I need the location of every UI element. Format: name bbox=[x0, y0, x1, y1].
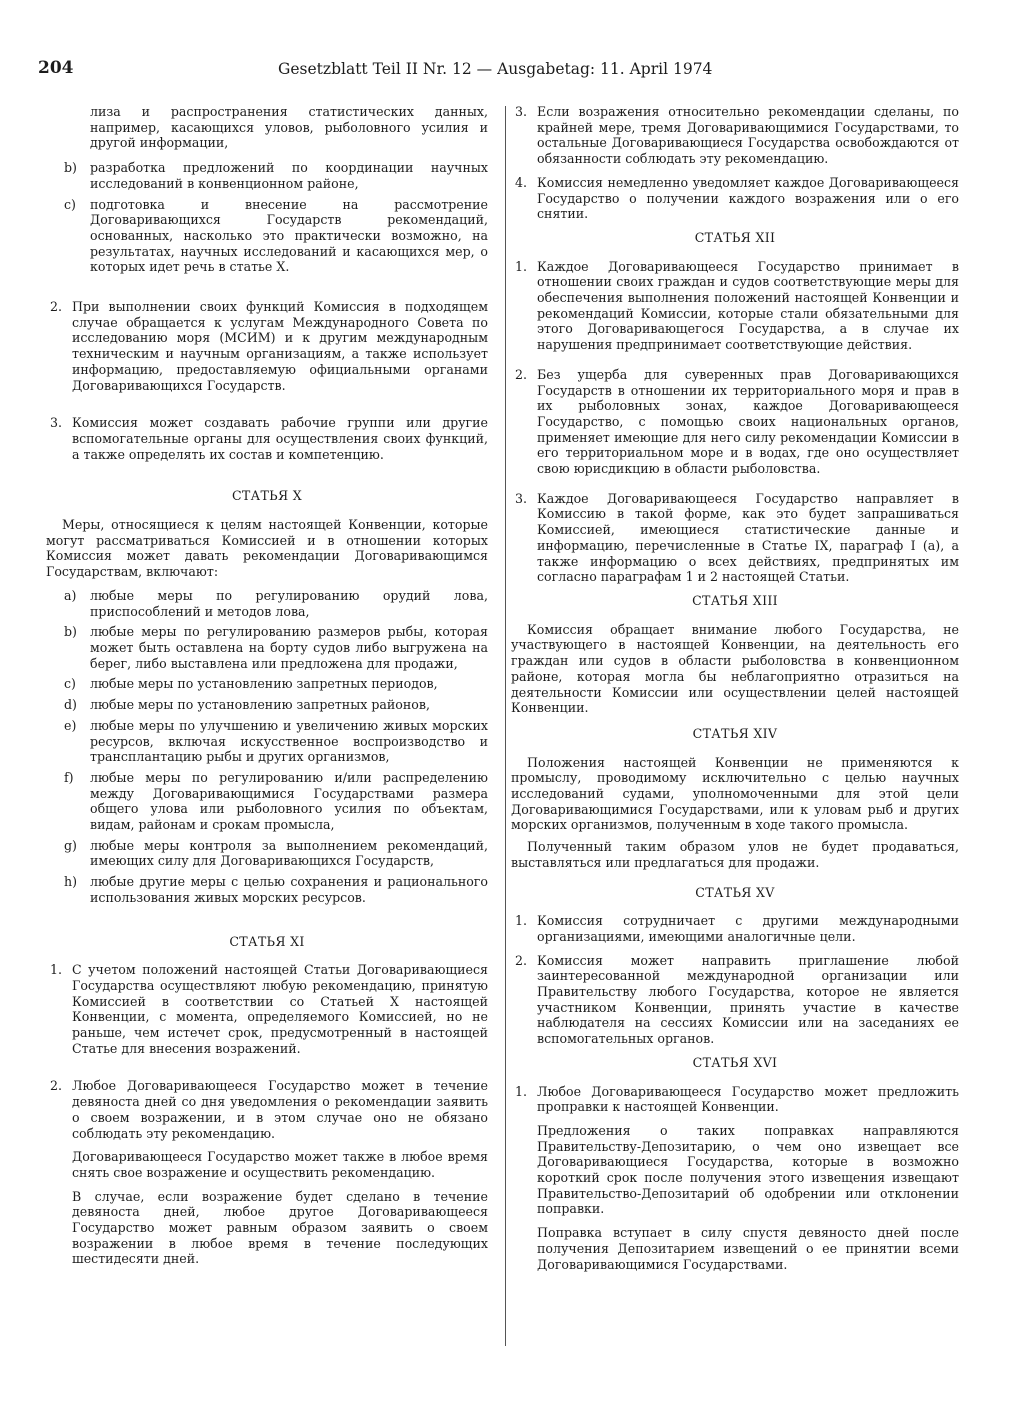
running-head: Gesetzblatt Teil II Nr. 12 — Ausgabetag: 11. April 1974 bbox=[278, 60, 713, 78]
numbered-paragraph bbox=[511, 104, 959, 167]
paragraph-text: Без ущерба для суверенных прав Договаривающихся Государств в отношении их территориального моря и прав в их рыболовных зонах, каждое Договаривающееся Государство, с помощью своих национальных органов, применяет имеющие для него силу рекомендации Комиссии в его территориальном море и в водах, где оно осуществляет свою юрисдикцию в области рыболовства. bbox=[537, 366, 959, 477]
paragraph-number: 1. bbox=[50, 962, 63, 978]
continued-text: лиза и распространения статистических данных, например, касающихся уловов, рыболовного усилия и другой информации, bbox=[90, 104, 488, 151]
list-item bbox=[46, 770, 488, 833]
article-text: Полученный таким образом улов не будет продаваться, выставляться или предлагаться для продажи. bbox=[511, 839, 959, 870]
item-marker: b) bbox=[64, 160, 77, 176]
item-marker: b) bbox=[64, 624, 77, 640]
left-column bbox=[46, 104, 488, 1275]
item-text: любые меры по регулированию и/или распределению между Договаривающимися Государствами размера общего улова или рыболовного усилия по объектам, видам, районам и срокам промысла, bbox=[90, 769, 488, 833]
paragraph-number: 3. bbox=[515, 490, 528, 506]
item-text: любые меры по регулированию орудий лова, приспособлений и методов лова, bbox=[90, 587, 488, 619]
item-marker: g) bbox=[64, 837, 77, 853]
item-text: любые меры по установлению запретных периодов, bbox=[90, 676, 438, 692]
article-heading: СТАТЬЯ XVI bbox=[692, 1054, 778, 1070]
numbered-paragraph bbox=[511, 175, 959, 222]
article-heading: СТАТЬЯ XIII bbox=[692, 592, 778, 608]
paragraph-text: С учетом положений настоящей Статьи Договаривающиеся Государства осуществляют любую рекомендацию, принятую Комиссией в соответствии со Статьей X настоящей Конвенции, с момента, определяемого Комиссией, но не раньше, чем истечет срок, предусмотренный в настоящей Статье для внесения возражений. bbox=[72, 962, 488, 1056]
item-text: любые меры по установлению запретных районов, bbox=[90, 697, 430, 713]
item-marker: f) bbox=[64, 769, 74, 785]
item-text: любые меры контроля за выполнением рекомендаций, имеющих силу для Договаривающихся Государств, bbox=[90, 837, 488, 869]
sub-paragraph: В случае, если возражение будет сделано в течение девяноста дней, любое другое Договаривающееся Государство может равным образом заявить о своем возражении в любое время в течение последующих шестидесяти дней. bbox=[72, 1188, 488, 1267]
column-divider bbox=[505, 106, 506, 1346]
numbered-paragraph bbox=[511, 491, 959, 585]
item-marker: a) bbox=[64, 587, 77, 603]
paragraph-number: 1. bbox=[515, 1083, 528, 1099]
paragraph-number: 1. bbox=[515, 913, 528, 929]
list-item bbox=[46, 160, 488, 191]
article-text: Положения настоящей Конвенции не применяются к промыслу, проводимому исключительно с целью научных исследований судами, уполномоченными для этой цели Договаривающимися Государствами, или к уловам рыб и других морских организмов, полученным в ходе такого промысла. bbox=[511, 754, 959, 833]
numbered-paragraph bbox=[511, 259, 959, 353]
item-marker: c) bbox=[64, 676, 76, 692]
list-item bbox=[46, 624, 488, 671]
numbered-paragraph bbox=[46, 299, 488, 393]
item-marker: c) bbox=[64, 196, 76, 212]
paragraph-text: Если возражения относительно рекомендации сделаны, по крайней мере, тремя Договаривающимися Государствами, то остальные Договаривающиеся Государства освобождаются от обязанности соблюдать эту рекомендацию. bbox=[537, 104, 959, 167]
article-text: Комиссия обращает внимание любого Государства, не участвующего в настоящей Конвенции, на деятельность его граждан или судов в области рыболовства в конвенционном районе, которая могла бы неблагоприятно отразиться на деятельности Комиссии или осуществлении целей настоящей Конвенции. bbox=[511, 621, 959, 716]
numbered-paragraph bbox=[511, 953, 959, 1047]
paragraph-number: 1. bbox=[515, 258, 528, 274]
paragraph-text: Каждое Договаривающееся Государство направляет в Комиссию в такой форме, как это будет запрашиваться Комиссией, имеющиеся статистические данные и информацию, перечисленные в Статье IX, параграф I (a), а также информацию о всех действиях, предпринятых им согласно параграфам 1 и 2 настоящей Статьи. bbox=[537, 490, 959, 585]
paragraph-number: 2. bbox=[515, 952, 528, 968]
numbered-paragraph bbox=[511, 913, 959, 944]
paragraph-text: Каждое Договаривающееся Государство принимает в отношении своих граждан и судов соответствующие меры для обеспечения выполнения положений настоящей Конвенции и рекомендаций Комиссии, которые стали обязательными для этого Договаривающегося Государства, а в случае их нарушения предпринимает соответствующие действия. bbox=[537, 258, 959, 353]
sub-paragraph: Предложения о таких поправках направляются Правительству-Депозитарию, о чем оно извещает все Договаривающиеся Государства, которые в возможно короткий срок после получения этого извещения извещают Правительство-Депозитарий об одобрении или отклонении поправки. bbox=[537, 1122, 959, 1217]
list-item bbox=[46, 838, 488, 869]
list-item bbox=[46, 676, 488, 692]
list-item bbox=[46, 197, 488, 276]
sub-paragraph: Поправка вступает в силу спустя девяносто дней после получения Депозитарием извещений о ее принятии всеми Договаривающимися Государствами. bbox=[537, 1225, 959, 1272]
paragraph-text: Любое Договаривающееся Государство может в течение девяноста дней со дня уведомления о рекомендации заявить о своем возражении, и в этом случае оно не обязано соблюдать эту рекомендацию. bbox=[72, 1078, 488, 1141]
paragraph-number: 2. bbox=[515, 366, 528, 382]
numbered-paragraph bbox=[511, 367, 959, 477]
paragraph-number: 3. bbox=[515, 104, 528, 119]
article-heading: СТАТЬЯ XIV bbox=[692, 725, 778, 741]
item-marker: h) bbox=[64, 874, 78, 890]
paragraph-number: 3. bbox=[50, 415, 63, 431]
paragraph-text: Комиссия может направить приглашение любой заинтересованной международной организации или Правительству любого Государства, которое не является участником Конвенции, принять участие в качестве наблюдателя на сессиях Комиссии или на заседаниях ее вспомогательных органов. bbox=[537, 952, 959, 1047]
article-heading: СТАТЬЯ XI bbox=[229, 933, 305, 949]
paragraph-text: Любое Договаривающееся Государство может предложить проправки к настоящей Конвенции. bbox=[537, 1083, 959, 1115]
numbered-paragraph bbox=[46, 415, 488, 462]
numbered-paragraph bbox=[46, 1078, 488, 1141]
right-column bbox=[511, 104, 959, 1280]
item-marker: e) bbox=[64, 717, 77, 733]
item-text: любые меры по улучшению и увеличению живых морских ресурсов, включая искусственное воспроизводство и трансплантацию рыбы и других организмов, bbox=[90, 717, 488, 765]
sub-paragraph: Договаривающееся Государство может также в любое время снять свое возражение и осуществить рекомендацию. bbox=[72, 1149, 488, 1180]
item-text: любые другие меры с целью сохранения и рационального использования живых морских ресурсов. bbox=[90, 874, 488, 905]
list-item bbox=[46, 697, 488, 713]
paragraph-number: 2. bbox=[50, 299, 63, 315]
article-heading: СТАТЬЯ X bbox=[232, 488, 302, 504]
list-item bbox=[46, 588, 488, 619]
item-text: любые меры по регулированию размеров рыбы, которая может быть оставлена на борту судов либо выгружена на берег, либо выставлена или предложена для продажи, bbox=[90, 624, 488, 671]
list-item bbox=[46, 874, 488, 905]
item-text: подготовка и внесение на рассмотрение Договаривающихся Государств рекомендаций, основанных, насколько это практически возможно, на результатах, научных исследований и касающихся мер, о которых идет речь в статье X. bbox=[90, 196, 488, 275]
paragraph-text: Комиссия сотрудничает с другими международными организациями, имеющими аналогичные цели. bbox=[537, 913, 959, 944]
item-text: разработка предложений по координации научных исследований в конвенционном районе, bbox=[90, 160, 488, 191]
page-number: 204 bbox=[38, 58, 74, 78]
paragraph-text: Комиссия может создавать рабочие группи или другие вспомогательные органы для осуществления своих функций, а также определять их состав и компетенцию. bbox=[72, 415, 488, 462]
item-marker: d) bbox=[64, 697, 77, 713]
paragraph-text: При выполнении своих функций Комиссия в подходящем случае обращается к услугам Международного Совета по исследованию моря (МСИМ) и к другим международным техническим и научным организациям, а также использует информацию, предоставляемую официальными органами Договаривающихся Государств. bbox=[72, 299, 488, 393]
list-item bbox=[46, 718, 488, 765]
paragraph-number: 4. bbox=[515, 174, 528, 190]
numbered-paragraph bbox=[46, 962, 488, 1056]
paragraph-number: 2. bbox=[50, 1078, 63, 1094]
numbered-paragraph bbox=[511, 1084, 959, 1115]
article-heading: СТАТЬЯ XV bbox=[695, 884, 775, 900]
page-header bbox=[38, 58, 718, 88]
article-heading: СТАТЬЯ XII bbox=[694, 229, 776, 245]
paragraph-text: Комиссия немедленно уведомляет каждое Договаривающееся Государство о получении каждого возражения или о его снятии. bbox=[537, 174, 959, 222]
article-intro: Меры, относящиеся к целям настоящей Конвенции, которые могут рассматриваться Комиссией и в отношении которых Комиссия может давать рекомендации Договаривающимся Государствам, включают: bbox=[46, 517, 488, 580]
